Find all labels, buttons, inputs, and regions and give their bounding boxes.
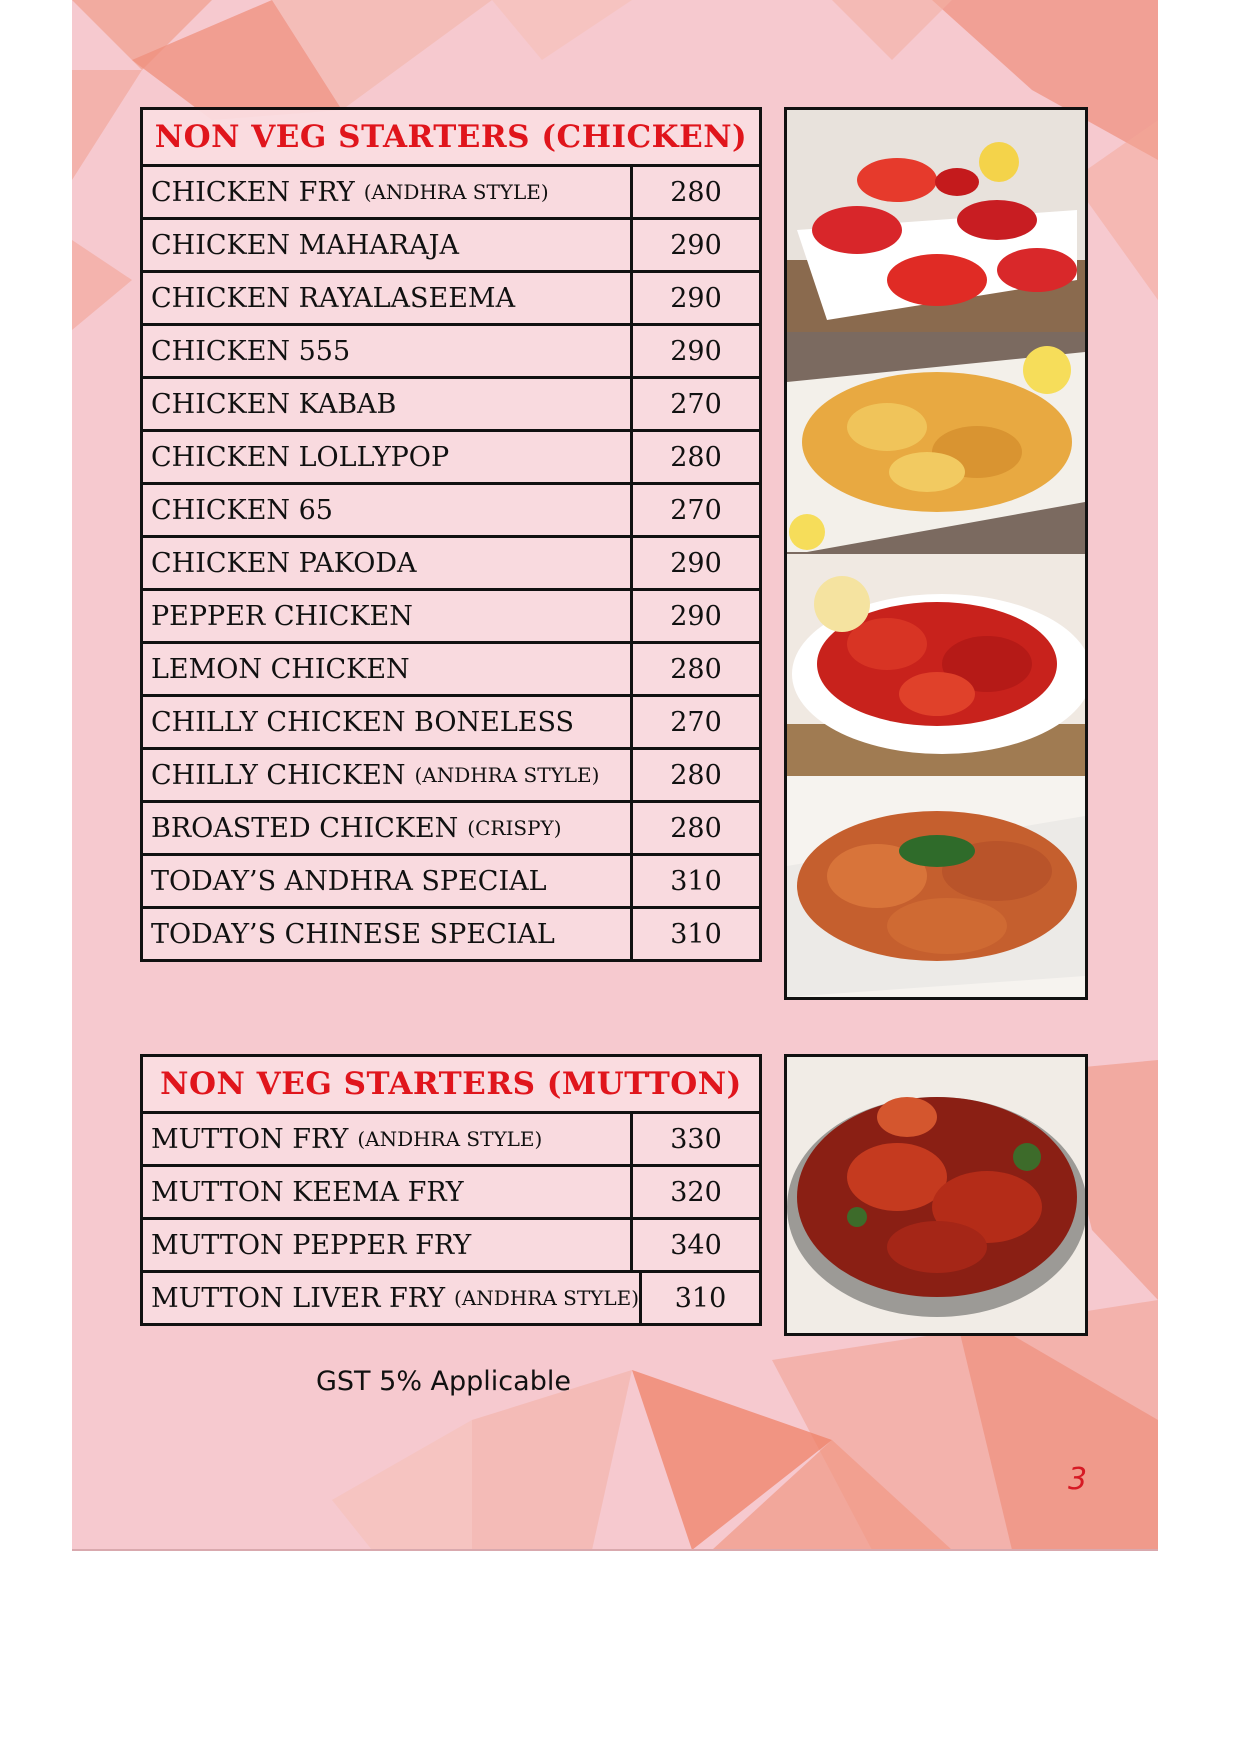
menu-item-price: 320 [670, 1176, 722, 1208]
menu-item-name: MUTTON KEEMA FRY [151, 1176, 464, 1208]
menu-item-price: 340 [670, 1229, 722, 1261]
page-edge [72, 1549, 1158, 1551]
menu-item-row [143, 750, 759, 803]
menu-item-price: 290 [670, 600, 722, 632]
menu-item-price: 310 [670, 918, 722, 950]
menu-item-row [143, 432, 759, 485]
menu-item-price: 280 [670, 653, 722, 685]
menu-item-name-cell [143, 326, 633, 376]
menu-item-name-cell [143, 750, 633, 800]
menu-item-row [143, 1167, 759, 1220]
menu-item-name: CHICKEN 555 [151, 335, 351, 367]
menu-item-name-cell [143, 644, 633, 694]
menu-item-price: 270 [670, 494, 722, 526]
menu-item-name: CHICKEN LOLLYPOP [151, 441, 450, 473]
menu-item-price: 270 [670, 706, 722, 738]
mutton-dish-photo [787, 1057, 1085, 1333]
menu-item-row [143, 1220, 759, 1273]
menu-item-price: 290 [670, 229, 722, 261]
menu-item-row [143, 538, 759, 591]
menu-item-note: (ANDHRA STYLE) [363, 180, 549, 204]
photo-chicken-lollipop [787, 110, 1085, 332]
menu-item-price: 290 [670, 547, 722, 579]
menu-item-price: 280 [670, 441, 722, 473]
menu-item-note: (ANDHRA STYLE) [414, 763, 600, 787]
menu-item-name-cell [143, 167, 633, 217]
menu-item-price: 330 [670, 1123, 722, 1155]
menu-item-row [143, 485, 759, 538]
menu-item-note: (ANDHRA STYLE) [357, 1127, 543, 1151]
menu-item-row [143, 856, 759, 909]
menu-item-note: (CRISPY) [467, 816, 562, 840]
menu-item-name-cell [143, 591, 633, 641]
chicken-section-title: NON VEG STARTERS (CHICKEN) [143, 110, 759, 167]
menu-item-name-cell [143, 909, 633, 959]
menu-item-row [143, 909, 759, 959]
photo-broasted-chicken [787, 776, 1085, 997]
menu-item-name-cell [143, 1167, 633, 1217]
menu-item-name-cell [143, 432, 633, 482]
menu-item-name: CHICKEN FRY [151, 176, 355, 208]
menu-item-row [143, 1273, 759, 1323]
gst-note: GST 5% Applicable [316, 1366, 571, 1397]
menu-item-price: 290 [670, 335, 722, 367]
menu-item-name-cell [143, 538, 633, 588]
menu-item-name-cell [143, 697, 633, 747]
menu-item-row [143, 1114, 759, 1167]
menu-item-name: CHILLY CHICKEN BONELESS [151, 706, 574, 738]
menu-item-row [143, 273, 759, 326]
menu-item-note: (ANDHRA STYLE) [454, 1286, 640, 1310]
menu-item-name: CHICKEN MAHARAJA [151, 229, 459, 261]
menu-item-row [143, 591, 759, 644]
menu-item-name-cell [143, 273, 633, 323]
menu-item-name: CHILLY CHICKEN [151, 759, 406, 791]
menu-item-row [143, 326, 759, 379]
menu-item-row [143, 379, 759, 432]
menu-item-name: CHICKEN PAKODA [151, 547, 417, 579]
menu-item-name: TODAY’S CHINESE SPECIAL [151, 918, 555, 950]
chicken-starters-table [140, 107, 762, 962]
menu-item-row [143, 803, 759, 856]
menu-item-name: PEPPER CHICKEN [151, 600, 413, 632]
chicken-photo-column [784, 107, 1088, 1000]
menu-item-name-cell [143, 220, 633, 270]
menu-item-name-cell [143, 379, 633, 429]
menu-item-name: CHICKEN RAYALASEEMA [151, 282, 516, 314]
menu-item-name-cell [143, 1273, 642, 1323]
menu-item-name-cell [143, 485, 633, 535]
menu-item-name: MUTTON LIVER FRY [151, 1282, 446, 1314]
menu-item-name: CHICKEN 65 [151, 494, 333, 526]
menu-item-name: LEMON CHICKEN [151, 653, 410, 685]
photo-chicken-pakoda [787, 332, 1085, 554]
menu-item-name-cell [143, 856, 633, 906]
menu-item-name-cell [143, 1220, 633, 1270]
mutton-rows [143, 1114, 759, 1323]
menu-item-row [143, 697, 759, 750]
menu-item-price: 280 [670, 812, 722, 844]
menu-item-row [143, 167, 759, 220]
photo-chilly-chicken [787, 554, 1085, 776]
menu-item-price: 310 [674, 1282, 727, 1314]
chicken-dish-photos [787, 110, 1085, 997]
menu-item-price: 310 [670, 865, 722, 897]
mutton-photo [784, 1054, 1088, 1336]
menu-item-price: 280 [670, 759, 722, 791]
menu-item-name: CHICKEN KABAB [151, 388, 397, 420]
menu-item-price: 280 [670, 176, 722, 208]
menu-item-name: BROASTED CHICKEN [151, 812, 459, 844]
mutton-starters-table [140, 1054, 762, 1326]
mutton-section-title: NON VEG STARTERS (MUTTON) [143, 1057, 759, 1114]
menu-item-name-cell [143, 803, 633, 853]
menu-item-name-cell [143, 1114, 633, 1164]
menu-item-name: MUTTON PEPPER FRY [151, 1229, 472, 1261]
chicken-rows [143, 167, 759, 959]
menu-item-row [143, 644, 759, 697]
page-number: 3 [1068, 1462, 1088, 1497]
menu-item-price: 270 [670, 388, 722, 420]
menu-item-price: 290 [670, 282, 722, 314]
menu-item-row [143, 220, 759, 273]
menu-item-name: TODAY’S ANDHRA SPECIAL [151, 865, 547, 897]
menu-item-name: MUTTON FRY [151, 1123, 349, 1155]
